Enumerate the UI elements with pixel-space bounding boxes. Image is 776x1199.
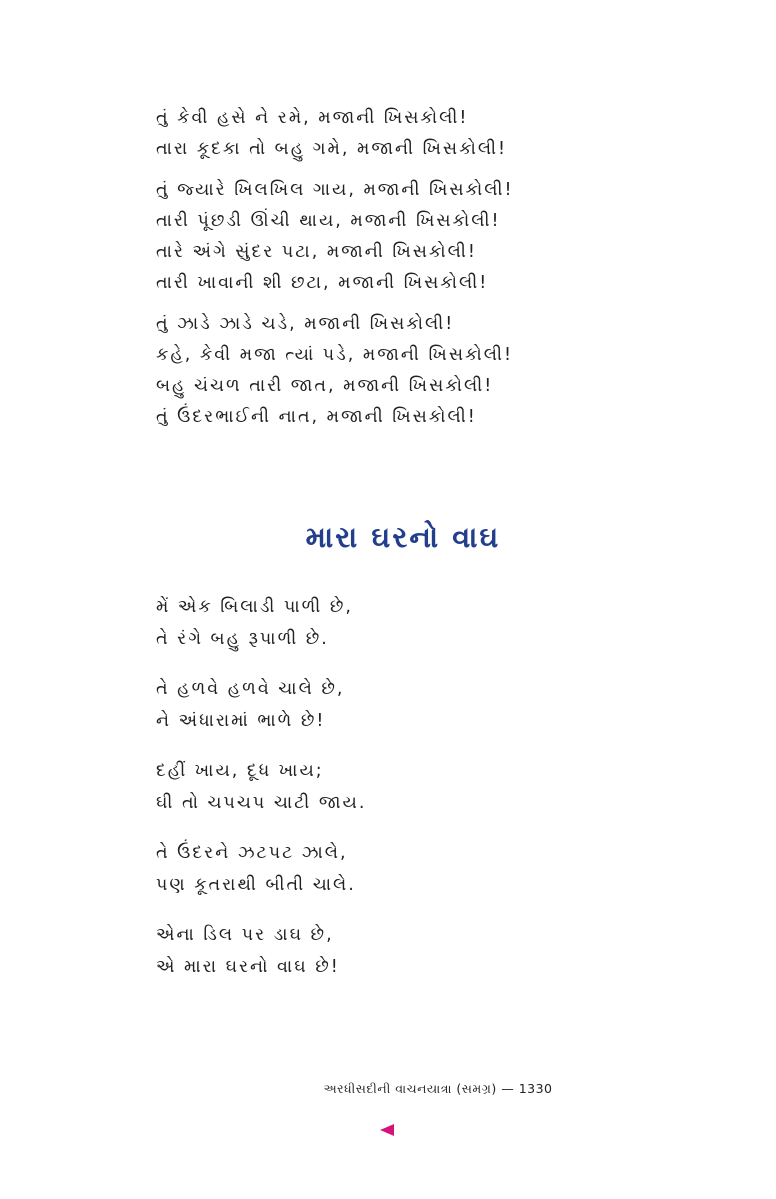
stanza: [156, 309, 716, 433]
poem-line: તારે અંગે સુંદર પટા, મજાની ખિસકોલી!: [156, 242, 477, 262]
stanza: [156, 103, 716, 165]
poem-line: તું કેવી હસે ને રમે, મજાની ખિસકોલી!: [156, 108, 469, 128]
stanza: [156, 591, 716, 655]
stanza: [156, 919, 716, 983]
poem-line: તે રંગે બહુ રૂપાળી છે.: [156, 629, 329, 649]
stanza: [156, 175, 716, 299]
stanza: [156, 755, 716, 819]
triangle-left-icon[interactable]: [380, 1124, 394, 1136]
stanza: [156, 837, 716, 901]
poem-line: મેં એક બિલાડી પાળી છે,: [156, 597, 353, 617]
stanza: [156, 673, 716, 737]
poem-cat: [156, 591, 716, 1001]
poem-line: તું ઝાડે ઝાડે ચડે, મજાની ખિસકોલી!: [156, 314, 455, 334]
poem-line: તારી ખાવાની શી છટા, મજાની ખિસકોલી!: [156, 273, 489, 293]
poem-line: તારા કૂદકા તો બહુ ગમે, મજાની ખિસકોલી!: [156, 139, 508, 159]
poem-line: તારી પૂંછડી ઊંચી થાય, મજાની ખિસકોલી!: [156, 211, 501, 231]
poem-line: એ મારા ઘરનો વાઘ છે!: [156, 957, 340, 977]
poem-line: તે ઉંદરને ઝટપટ ઝાલે,: [156, 843, 348, 863]
poem-line: બહુ ચંચળ તારી જાત, મજાની ખિસકોલી!: [156, 376, 494, 396]
poem-line: તે હળવે હળવે ચાલે છે,: [156, 679, 345, 699]
poem-line: તું ઉંદરભાઈની નાત, મજાની ખિસકોલી!: [156, 407, 477, 427]
poem-squirrel: [156, 103, 716, 443]
poem-line: ઘી તો ચપચપ ચાટી જાય.: [156, 793, 367, 813]
poem-line: તું જ્યારે ખિલખિલ ગાય, મજાની ખિસકોલી!: [156, 180, 514, 200]
poem-line: એના ડિલ પર ડાઘ છે,: [156, 925, 334, 945]
poem-title: મારા ઘરનો વાઘ: [305, 520, 501, 554]
poem-line: કહે, કેવી મજા ત્યાં પડે, મજાની ખિસકોલી!: [156, 345, 513, 365]
poem-line: દહીં ખાય, દૂધ ખાય;: [156, 761, 324, 781]
poem-line: ને અંધારામાં ભાળે છે!: [156, 711, 326, 731]
page-footer: અરધીસદીની વાચનયાત્રા (સમગ્ર) — 1330: [323, 1081, 553, 1096]
poem-line: પણ કૂતરાથી બીતી ચાલે.: [156, 875, 356, 895]
